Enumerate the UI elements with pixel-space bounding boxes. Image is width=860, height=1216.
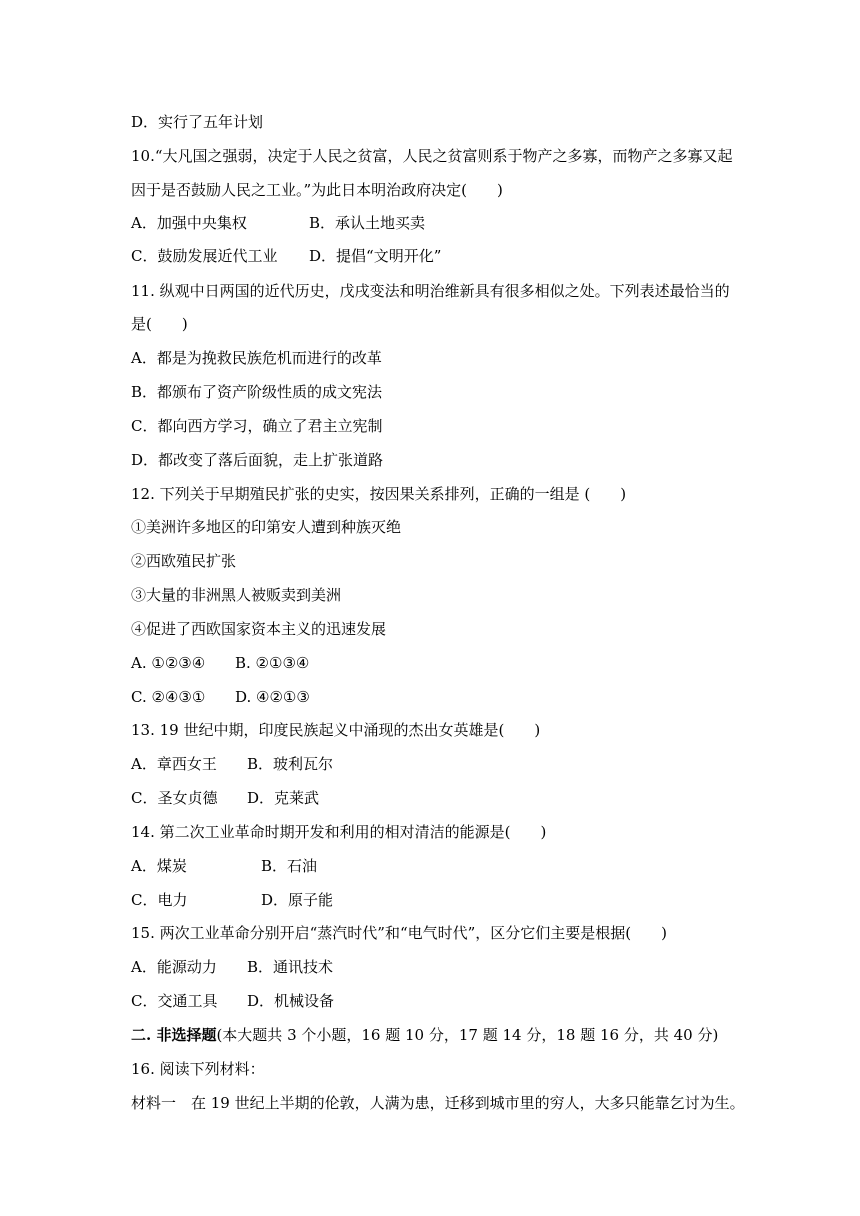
question-10-options-ab: [131, 213, 760, 233]
option-13a: A．章西女王: [131, 755, 217, 773]
question-15-stem: [131, 923, 760, 943]
statement-1: [131, 517, 760, 537]
option-11b: [131, 382, 760, 402]
material-1: [131, 1093, 760, 1113]
option-14b: B．石油: [261, 857, 318, 875]
section-2-heading: [131, 1025, 760, 1045]
option-11d: [131, 450, 760, 470]
question-12-options-cd: [131, 687, 760, 707]
option-15a: A．能源动力: [131, 958, 217, 976]
option-10a: A．加强中央集权: [131, 214, 247, 232]
question-10-stem-cont: [131, 180, 760, 200]
option-10d: D．提倡“文明开化”: [309, 247, 442, 265]
question-11-stem: [131, 281, 760, 301]
section-2-title: 二. 非选择题: [131, 1026, 217, 1044]
question-13-options-ab: [131, 754, 760, 774]
line-text: 14. 第二次工业革命时期开发和利用的相对清洁的能源是( ): [131, 823, 547, 841]
line-text: 12. 下列关于早期殖民扩张的史实，按因果关系排列，正确的一组是 ( ): [131, 485, 627, 503]
line-text: A．都是为挽救民族危机而进行的改革: [131, 349, 382, 367]
question-12-stem: [131, 484, 760, 504]
statement-2: [131, 551, 760, 571]
question-14-stem: [131, 822, 760, 842]
option-11c: [131, 416, 760, 436]
option-10c: C．鼓励发展近代工业: [131, 247, 278, 265]
question-15-options-cd: [131, 991, 760, 1011]
option-12d: D. ④②①③: [235, 688, 310, 706]
option-15b: B．通讯技术: [247, 958, 334, 976]
option-10b: B．承认土地买卖: [309, 214, 426, 232]
question-10-options-cd: [131, 246, 760, 266]
option-15d: D．机械设备: [247, 992, 335, 1010]
line-text: ④促进了西欧国家资本主义的迅速发展: [131, 620, 387, 638]
line-text: 10.“大凡国之强弱，决定于人民之贫富，人民之贫富则系于物产之多寡，而物产之多寡又起: [131, 147, 733, 165]
line-text: D．实行了五年计划: [131, 113, 264, 131]
option-13c: C．圣女贞德: [131, 789, 218, 807]
line-text: 15. 两次工业革命分别开启“蒸汽时代”和“电气时代”，区分它们主要是根据( ): [131, 924, 668, 942]
line-text: 11. 纵观中日两国的近代历史，戊戌变法和明治维新具有很多相似之处。下列表述最恰当的: [131, 282, 730, 300]
question-14-options-ab: [131, 856, 760, 876]
line-text: C．都向西方学习，确立了君主立宪制: [131, 417, 383, 435]
line-text: ③大量的非洲黑人被贩卖到美洲: [131, 586, 342, 604]
question-14-options-cd: [131, 890, 760, 910]
line-text: ①美洲许多地区的印第安人遭到种族灭绝: [131, 518, 402, 536]
question-13-stem: [131, 720, 760, 740]
line-text: D．都改变了落后面貌，走上扩张道路: [131, 451, 384, 469]
option-12a: A. ①②③④: [131, 654, 206, 672]
option-14a: A．煤炭: [131, 857, 187, 875]
question-11-stem-cont: [131, 314, 760, 334]
line-text: 材料一 在 19 世纪上半期的伦敦，人满为患，迁移到城市里的穷人，大多只能靠乞讨为生。: [131, 1094, 745, 1112]
line-text: 16. 阅读下列材料：: [131, 1060, 265, 1078]
line-text: 是( ): [131, 315, 188, 333]
line-text: 因于是否鼓励人民之工业。”为此日本明治政府决定( ): [131, 181, 503, 199]
question-12-options-ab: [131, 653, 760, 673]
option-11a: [131, 348, 760, 368]
option-13d: D．克莱武: [247, 789, 320, 807]
question-10-stem: [131, 146, 760, 166]
option-14c: C．电力: [131, 891, 188, 909]
option-12b: B. ②①③④: [235, 654, 310, 672]
question-15-options-ab: [131, 957, 760, 977]
line-text: 13. 19 世纪中期，印度民族起义中涌现的杰出女英雄是( ): [131, 721, 541, 739]
question-13-options-cd: [131, 788, 760, 808]
section-2-description: (本大题共 3 个小题，16 题 10 分，17 题 14 分，18 题 16 分，共 40 分): [216, 1026, 719, 1044]
line-text: B．都颁布了资产阶级性质的成文宪法: [131, 383, 383, 401]
question-16-stem: [131, 1059, 760, 1079]
option-15c: C．交通工具: [131, 992, 218, 1010]
option-9d: [131, 112, 760, 132]
line-text: ②西欧殖民扩张: [131, 552, 237, 570]
option-12c: C. ②④③①: [131, 688, 206, 706]
statement-4: [131, 619, 760, 639]
statement-3: [131, 585, 760, 605]
option-14d: D．原子能: [261, 891, 334, 909]
option-13b: B．玻利瓦尔: [247, 755, 334, 773]
